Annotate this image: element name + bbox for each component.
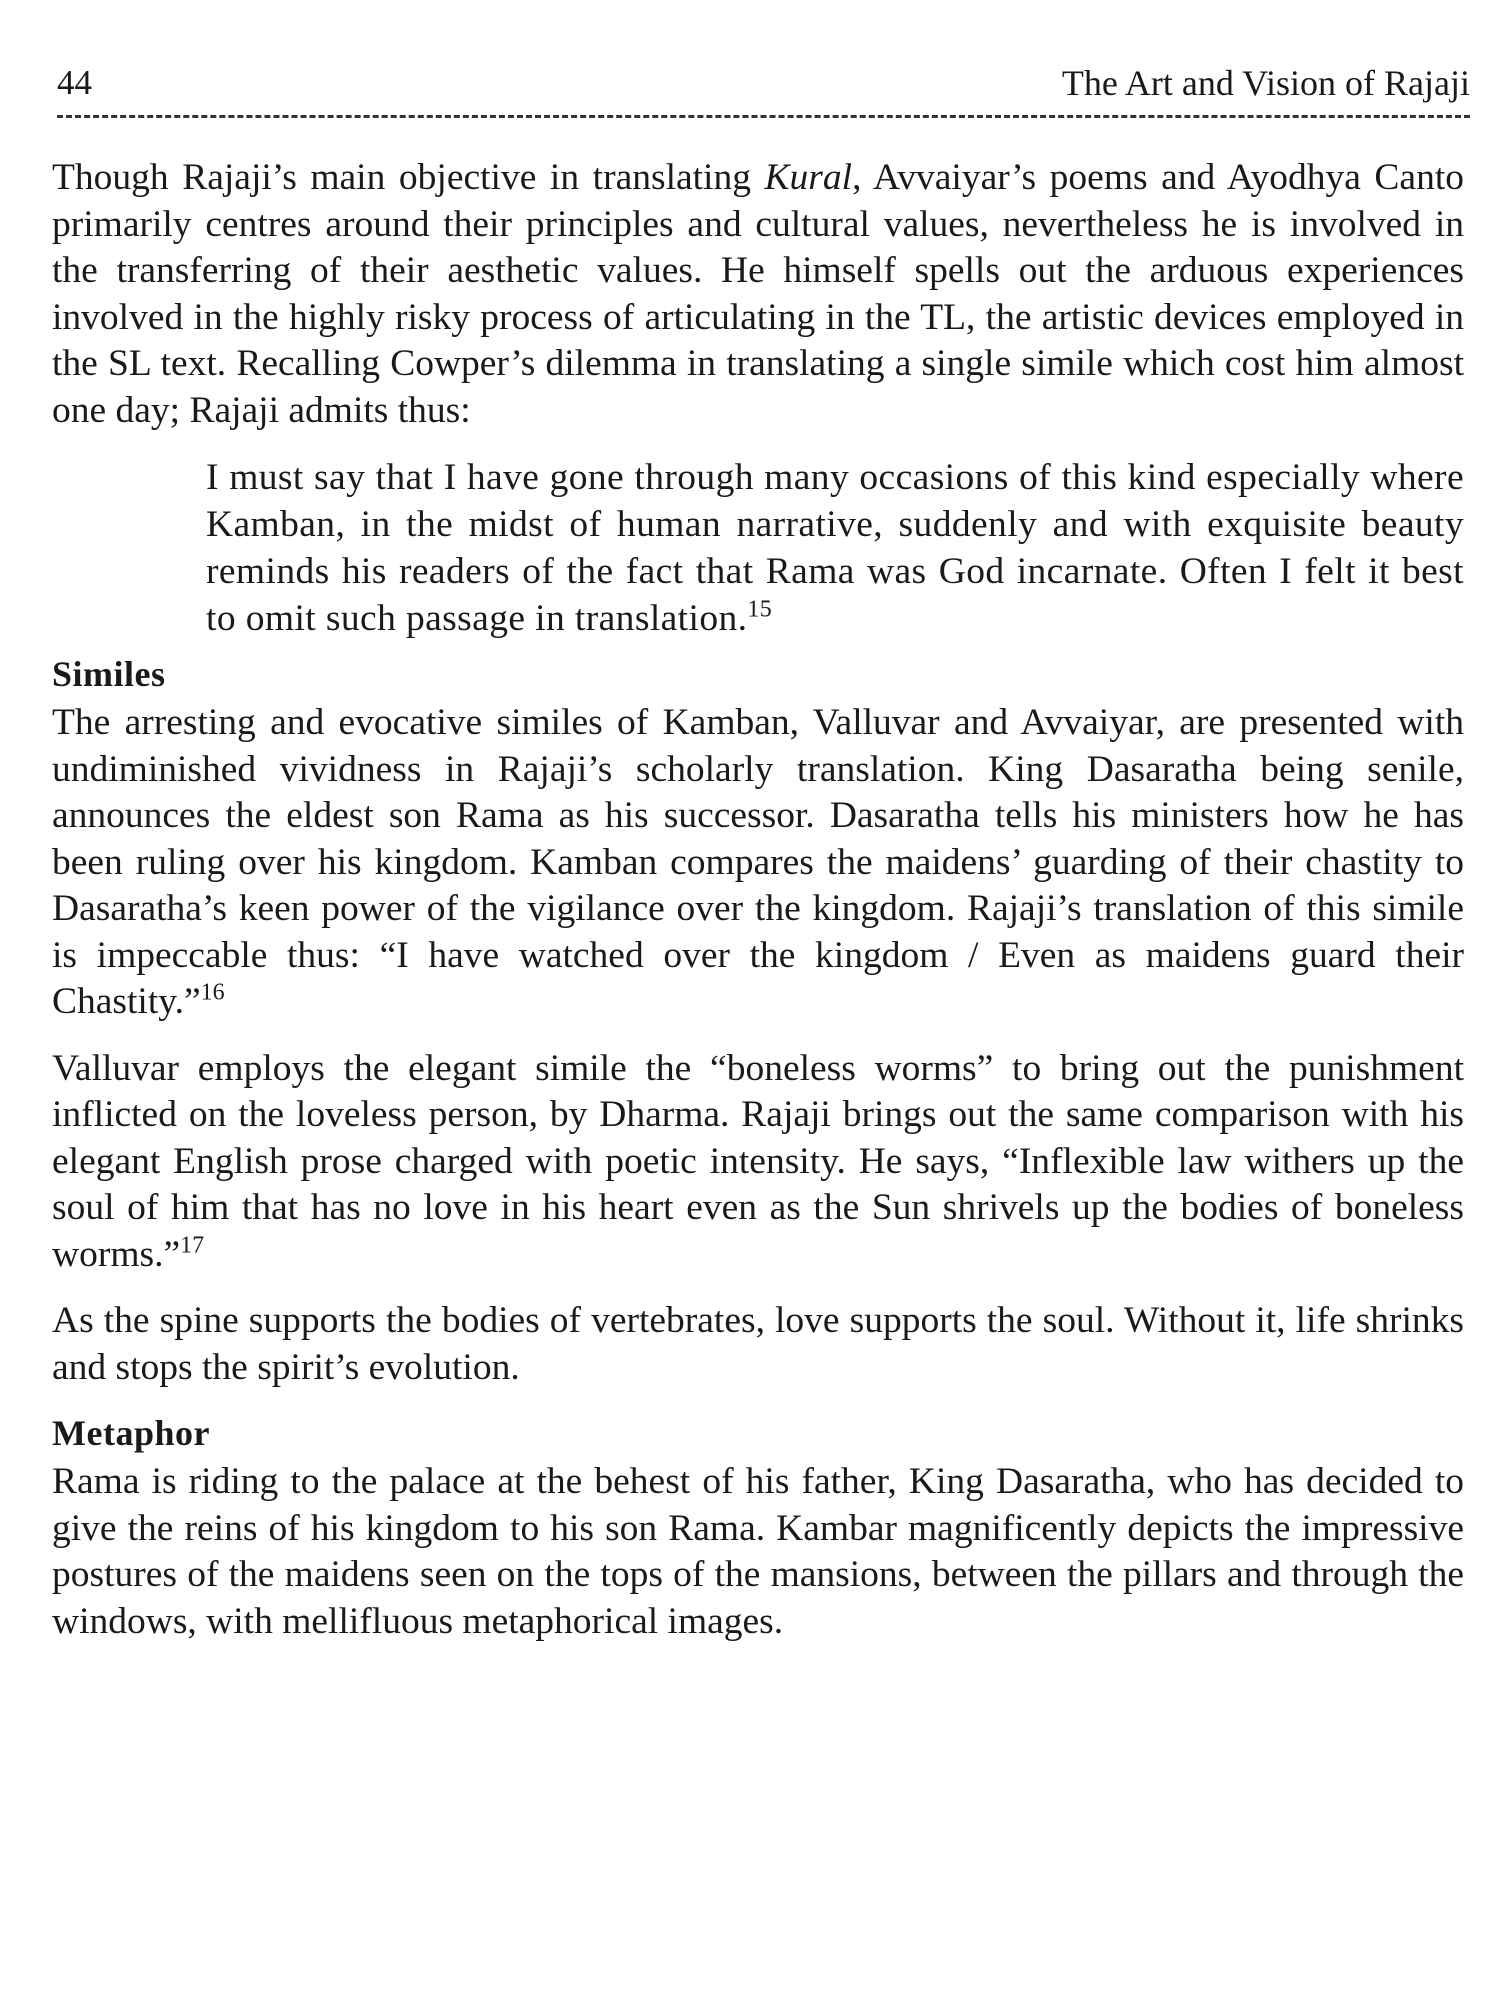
footnote-ref: 17: [180, 1232, 205, 1258]
header-rule: [57, 115, 1470, 118]
block-quote: [206, 454, 1464, 642]
paragraph-text: Though Rajaji’s main objective in translating: [52, 157, 765, 198]
body-text: [52, 155, 1464, 1653]
page-number: 44: [57, 63, 92, 102]
quote-text: I must say that I have gone through many occasions of this kind especially where Kamban, in the midst of human narrative, suddenly and with exquisite beauty reminds his readers of the fact that Rama was God incarnate. Often I felt it best to omit such passage in translation.: [206, 457, 1464, 639]
paragraph-text: , Avvaiyar’s poems and Ayodhya Canto primarily centres around their principles and cultural values, nevertheless he is involved in the transferring of their aesthetic values. He himself spells out the arduous experiences involved in the highly risky process of articulating in the TL, the artistic devices employed in the SL text. Recalling Cowper’s dilemma in translating a single simile which cost him almost one day; Rajaji admits thus:: [52, 157, 1464, 431]
section-heading-similes: Similes: [52, 654, 166, 694]
book-title: The Art and Vision of Rajaji: [1061, 63, 1470, 103]
running-head: [57, 58, 1470, 108]
section-heading-metaphor: Metaphor: [52, 1413, 210, 1453]
footnote-ref: 16: [200, 979, 225, 1006]
paragraph-text: Valluvar employs the elegant simile the “boneless worms” to bring out the punishment inflicted on the loveless person, by Dharma. Rajaji brings out the same comparison with his elegant English prose charged with poetic intensity. He says, “Inflexible law withers up the soul of him that has no love in his heart even as the Sun shrivels up the bodies of boneless worms.”: [52, 1047, 1464, 1275]
paragraph-metaphor: Rama is riding to the palace at the behest of his father, King Dasaratha, who has decided to give the reins of his kingdom to his son Rama. Kambar magnificently depicts the impressive postures of the maidens seen on the tops of the mansions, between the pillars and through the windows, with mellifluous metaphorical images.: [52, 1461, 1464, 1642]
paragraph-spine: As the spine supports the bodies of vertebrates, love supports the soul. Without it, life shrinks and stops the spirit’s evolution.: [52, 1300, 1464, 1388]
paragraph-intro: [52, 155, 1464, 434]
footnote-ref: 15: [747, 596, 773, 623]
paragraph-text: The arresting and evocative similes of Kamban, Valluvar and Avvaiyar, are presented with undiminished vividness in Rajaji’s scholarly translation. King Dasaratha being senile, announces the eldest son Rama as his successor. Dasaratha tells his ministers how he has been ruling over his kingdom. Kamban compares the maidens’ guarding of their chastity to Dasaratha’s keen power of the vigilance over the kingdom. Rajaji’s translation of this simile is impeccable thus: “I have watched over the kingdom / Even as maidens guard their Chastity.”: [52, 702, 1464, 1022]
paragraph-similes: [52, 700, 1464, 1026]
paragraph-valluvar: [52, 1046, 1464, 1279]
italic-title: Kural: [764, 157, 853, 198]
